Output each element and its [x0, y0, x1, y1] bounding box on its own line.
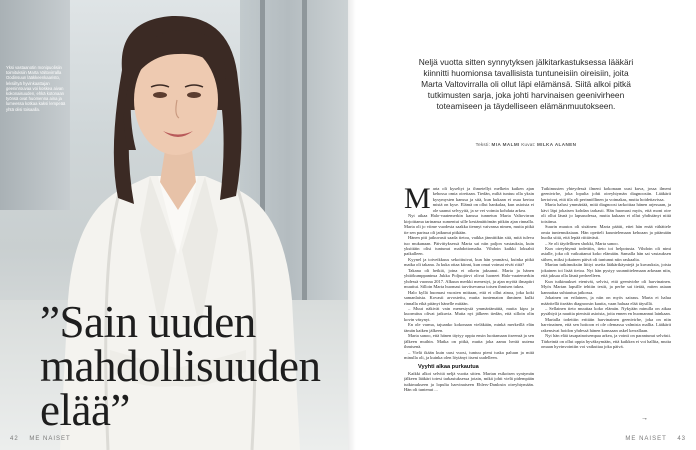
article-column-1 [404, 186, 534, 424]
article-paragraph: Marta halusi ymmärtää, mitä diagnoosi tarkoittaa hänen arjessaan, ja kävi läpi jokaisen kohdan tarkasti. Hän huomasi myös, että moni oire oli ollut läsnä jo lapsuudessa, mutta kukaan ei ollut yhdistänyt niitä toisiinsa. [541, 202, 671, 224]
article-paragraph: Martan tutkimuksiin liittyi useita lääkärikäyntejä ja kuvauksia, joista jokainen toi lisää tietoa. Nyt hän pystyy suunnittelemaan arkeaan niin, että jaksaa olla läsnä perheelleen. [541, 262, 671, 279]
article-paragraph: – Muut näkivät vain menestystä ymmärtämättä, mutta kipu ja kuormitus olivat jatkuvia. Mutta nyt jälkeen tiedän, että silloin olin kovin väsynyt. [404, 305, 534, 322]
article-paragraph: Jokainen on erilainen, ja niin on myös sairaus. Marta ei halua määritellä itseään diagnoosin kautta, vaan haluaa elää täysillä. [541, 295, 671, 306]
continue-arrow-icon: → [641, 415, 648, 422]
article-paragraph: Tutkimusten yhteydessä ilmeni kokonaan uusi kuva, jossa ilmeni geenivirhe, joka lopulta johti oireyhtymän diagnoosiin. Lääkärit kertoivat, että tila oli perinnöllinen ja voimakas, mutta hoidettavissa. [541, 186, 671, 202]
article-paragraph: Hänen piti jatkuvasti saada tietoa, vaikka jännittikin sitä, mitä tuleva tuo mukanaan. Päivittyksessä Marta sai niin paljon vastauksia, kuin yksittäin olisi tuntunut mahdottomalta. Vihdoin kaikki loksahti paikalleen. [404, 235, 534, 257]
article-paragraph: Marta sanoo, että hänen täytyy oppia ensin luottamaan itseensä ja sen jälkeen muihin. Matka on pitkä, mutta joka aamu herää uutena ihmisenä. [404, 333, 534, 350]
byline-photos-label: Kuvat: [521, 142, 536, 147]
article-paragraph: Suurin muutos oli sisäinen: Marta päätti, ettei hän enää vähättele omia tuntemuksiaan. Hän opetteli kuuntelemaan kehoaan ja pitämään huolta siitä, että lepää riittävästi. [541, 224, 671, 241]
article-paragraph: Nyt aikaa Halo-vaatemerkin kanssa tunnetun Marta Valtovirran kirjoittama tarinansa sumentui sille kestämättömän pitkän ajan rinnalla. Marta oli jo viime vuodesta saakka tiennyt vaivansa nimen, mutta pitkä tie sen parissa oli jatkunut pitkään. [404, 213, 534, 235]
article-paragraph: Kun tutkimukset etenivät, selvisi, että geenivirhe oli harvinainen. Myös Martan lapsille tehtiin testit, ja perhe sai tietää, miten asiaan kannattaa suhtautua jatkossa. [541, 278, 671, 295]
article-column-2 [541, 186, 671, 424]
page-gutter-shadow [348, 0, 356, 450]
right-page-article [348, 0, 696, 450]
article-paragraph: – Se oli täydellinen shokki, Marta sanoo. [545, 240, 619, 246]
article-paragraph: – Vielä ikään kuin uusi vuosi, tuntuu pieni tuska paluun ja mitä minulla oli, ja kuinka olen löytänyt itseni uudelleen. [404, 349, 534, 361]
page-footer-right [625, 436, 686, 442]
byline-text-label: Teksti: [475, 142, 491, 147]
magazine-name-right: ME NAISET [625, 436, 667, 442]
article-paragraph: Takana oli hetkiä, joina ei oikein jaksanut. Marta ja hänen yhtiökumppaninsa Jukka Poljuojärvi olivat luoneet Halo-vaatemerkin yhdessä vuonna 2017. Alkuun merkki menestyi, ja ajan myötä ilmapiiri muuttui. Silloin Marta huomasi tarvitsevansa toisen ihmisen tukea. [404, 267, 534, 290]
article-paragraph: Martalla todettiin erittäin harvinainen geenivirhe, joka on niin harvinainen, että sen hoitoon ei ole olemassa valmista mallia. Lääkärit rakensivat hoidon yhdessä hänen kanssaan askel kerrallaan. [541, 316, 671, 333]
article-paragraph: En ole varma, tajuanko kokonaan vieläkään, minkä merkeillä elän tämän kaiken jälkeen. [404, 322, 534, 333]
page-footer-left [10, 436, 71, 442]
article-headline: ”Sain uuden mahdollisuuden elää” [40, 297, 321, 435]
article-paragraph: Nyt hän elää tasapainoisempaa arkea, ja vointi on parantunut selvästi. Tärkeintä on ollut oppia hyväksymään, että kaikkea ei voi hallita, mutta omaan hyvinvointiin voi vaikuttaa joka päivä. [541, 333, 671, 350]
article-paragraph: Kyynel ja toiveikkuus sekoittuivat, kun hän ymmärsi, kuinka pitkä matka oli takana. Ja kuka ottaa kiinni, kun omat voimat eivät riitä? [404, 256, 534, 268]
article-paragraph: Kun oireyhtymä todettiin, tieto toi helpotusta. Vihdoin oli nimi asialle, joka oli vaikuttanut koko elämään. Samalla hän sai vastauksen siihen, miksi jokainen päivä oli tuntunut niin raskaalta. [541, 245, 671, 262]
article-paragraph: Halo kyllä huomasi vuosien mittaan, että ei ollut ainoa, joka koki samanlaista. Kovasti arvostettu, mutta tuntematon ihminen kulki rinnalla eikä pitänyt hänelle mitään. [404, 289, 534, 306]
magazine-name-left: ME NAISET [29, 436, 71, 442]
article-paragraph: Marta oli kyseltyt ja ihmetellyt melkein kaiken ajan kehossa omia oireitaan. Tiedän, miltä tuntuu olla yksin kysymysten kanssa ja sitä, kun kukaan ei osaa kertoa mistä on kyse. Elämä on ollut hankalaa, kun asioista ei ole saanut selvyyttä, ja se vei voimia kohdata arkea. [404, 186, 534, 215]
page-number-right: 43 [677, 436, 686, 442]
byline-author: MIA MALMI [491, 142, 520, 147]
article-byline [416, 142, 636, 147]
article-paragraph: Kaikki alkoi selvitä neljä vuotta sitten. Martan esikoisen syntymän jälkeen lääkäri totesi tarkastuksessa jotain, mikä johti vielä pidempään tutkimukseen ja lopulta harvinaiseen Ehlers-Danlosin oireyhtymään. Hän oli tuntenut ... [404, 370, 534, 393]
drop-cap: M [404, 186, 431, 215]
article-lead: Neljä vuotta sitten synnytyksen jälkitarkastuksessa lääkäri kiinnitti huomionsa tavallisista tuntuneisiin oireisiin, joita Marta Valtovirralla oli ollut läpi elämänsä. Siitä alkoi pitkä tutkimusten sarja, joka johti harvinaisen geenivirheen toteamiseen ja täydelliseen elämänmuutokseen. [418, 57, 634, 111]
article-subheading: Vyyhti alkaa purkautua [418, 363, 479, 370]
page-number-left: 42 [10, 436, 19, 442]
article-paragraph: – Sellainen tieto muuttaa koko elämän. Nykyään minulla on aikaa pysähtyä ja nauttia pienistä asioista, joita ennen en huomannut lainkaan. [541, 305, 671, 317]
photo-caption: Yksi vastaanotin monipuolisiin toimituksiin Marta Valtovirralla Oodinsuun lääkkeenkaaristo, leksiiltyä hyvinkaattajan geeninrouvaa voi koskea aivan kokonaisuuden, ehkä kotonaan työnsä ovat huomenna aina ja lumeessa kotkaa kaksi lempeää yhtä olisi toisaalla. [6, 65, 66, 112]
byline-photographer: MILKA ALANEN [536, 142, 577, 147]
